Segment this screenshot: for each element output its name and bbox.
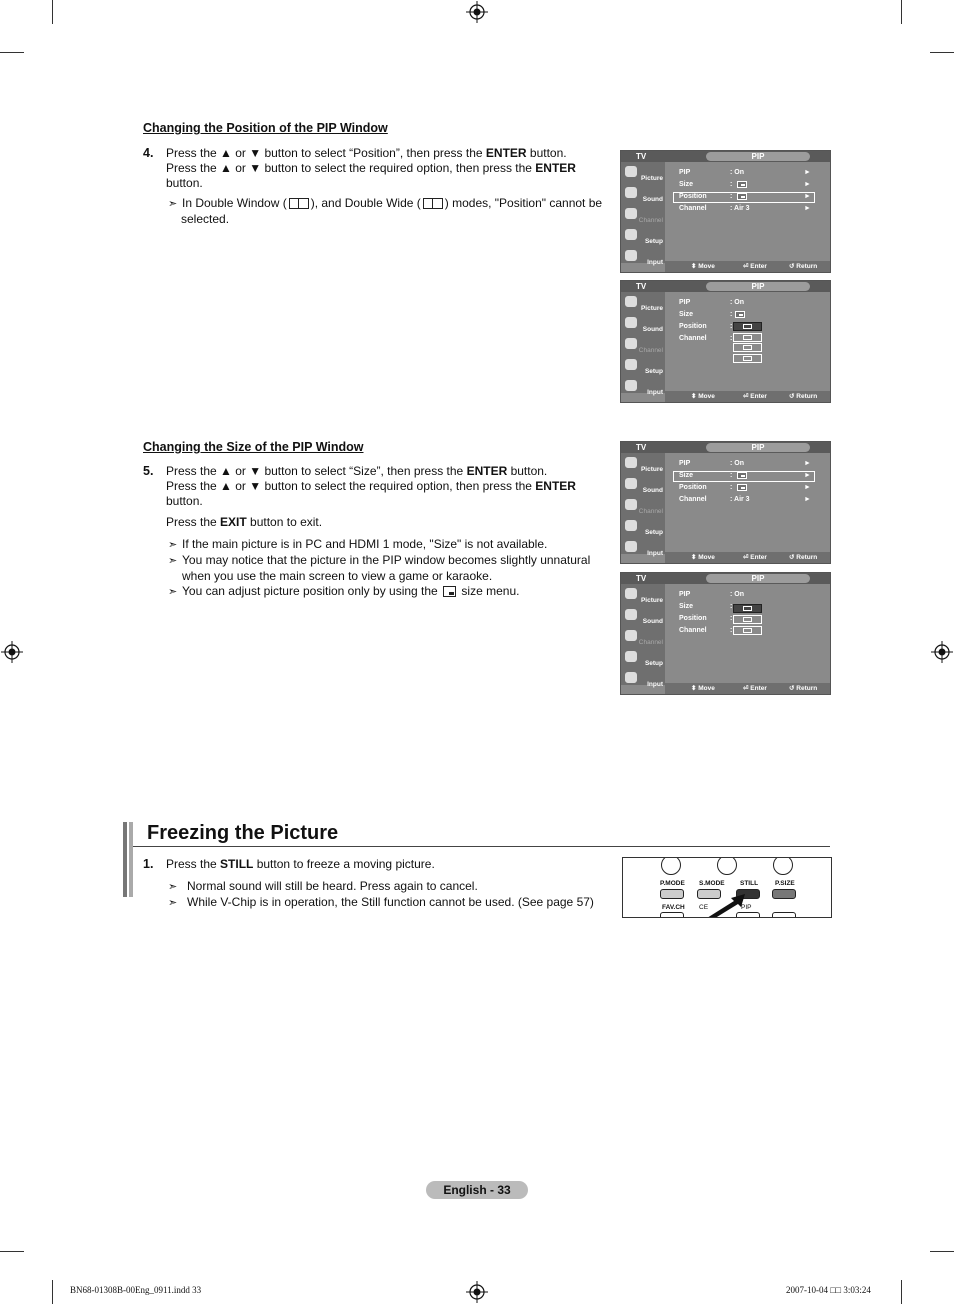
- registration-mark-icon: [466, 1281, 488, 1303]
- registration-mark-icon: [1, 641, 23, 663]
- osd-sidebar-label: Input: [647, 389, 663, 396]
- text: Enter: [750, 393, 767, 400]
- osd-category-icon: [625, 457, 637, 468]
- position-option: [733, 322, 762, 331]
- osd-sidebar-label: Picture: [640, 305, 663, 312]
- note-arrow-icon: ➣: [168, 897, 178, 909]
- osd-sidebar-item: [623, 314, 665, 334]
- osd-pip-menu: [620, 441, 831, 564]
- osd-sidebar-item: [623, 184, 665, 204]
- position-option: [733, 343, 762, 352]
- text: ), and Double Wide (: [310, 196, 421, 210]
- size-option-icon: [743, 628, 752, 633]
- osd-sidebar-label: Channel: [638, 508, 663, 515]
- osd-row-label: Channel: [679, 627, 707, 634]
- crop-mark: [930, 1251, 954, 1252]
- pip-position-icon: [737, 484, 747, 491]
- osd-category-icon: [625, 250, 637, 261]
- osd-sidebar-item: [623, 606, 665, 626]
- osd-pip-menu: [620, 572, 831, 695]
- osd-value: : On: [730, 299, 744, 306]
- registration-mark-icon: [466, 1, 488, 23]
- text: Return: [796, 393, 818, 400]
- osd-move-hint: ⬍ Move: [691, 393, 715, 400]
- text: ENTER: [485, 146, 527, 160]
- crop-mark: [901, 0, 902, 24]
- osd-row-label: Channel: [679, 496, 707, 503]
- osd-arrow-icon: ►: [804, 472, 811, 479]
- pmode-key: [660, 889, 684, 899]
- remote-label: FAV.CH: [662, 904, 685, 911]
- footer-left: BN68-01308B-00Eng_0911.indd 33: [70, 1285, 202, 1295]
- osd-sidebar-label: Sound: [642, 196, 663, 203]
- text: Enter: [750, 685, 767, 692]
- text: ENTER: [535, 161, 576, 175]
- text: size menu.: [461, 584, 520, 598]
- osd-sidebar-item: [623, 356, 665, 376]
- osd-sidebar-label: Setup: [644, 238, 663, 245]
- remote-round-button: [661, 857, 681, 875]
- osd-category-icon: [625, 296, 637, 307]
- osd-row-label: Size: [679, 603, 694, 610]
- osd-tv-label: TV: [636, 282, 647, 291]
- osd-sidebar-label: Input: [647, 259, 663, 266]
- text: when you use the main screen to view a game or karaoke.: [182, 569, 493, 583]
- remote-label: CE: [699, 904, 709, 911]
- text: Press the ▲ or ▼ button to select the required option, then press the: [166, 479, 536, 493]
- page-number-badge: English - 33: [426, 1181, 528, 1199]
- note-arrow-icon: ➣: [168, 539, 178, 551]
- pip-size-icon: [737, 181, 747, 188]
- osd-value: : On: [730, 591, 744, 598]
- text: Move: [698, 554, 715, 561]
- text: Move: [698, 393, 715, 400]
- size-option-icon: [743, 617, 752, 622]
- osd-tv-label: TV: [636, 574, 647, 583]
- text: Return: [796, 685, 818, 692]
- remote-key: [660, 912, 684, 918]
- text: STILL: [220, 857, 254, 871]
- osd-sidebar-label: Channel: [638, 639, 663, 646]
- note-arrow-icon: ➣: [168, 555, 178, 567]
- position-option-icon: [743, 356, 752, 361]
- osd-sidebar-item: [623, 205, 665, 225]
- osd-row-label: PIP: [679, 299, 691, 306]
- text: Move: [698, 263, 715, 270]
- osd-highlight: [673, 192, 815, 203]
- osd-menu-title: PIP: [706, 282, 810, 291]
- text: selected.: [181, 212, 230, 226]
- osd-sidebar-label: Picture: [640, 597, 663, 604]
- note-arrow-icon: ➣: [168, 198, 178, 210]
- section-title: Freezing the Picture: [147, 822, 339, 844]
- osd-category-icon: [625, 541, 637, 552]
- text: Enter: [750, 554, 767, 561]
- remote-round-button: [773, 857, 793, 875]
- section-divider: [133, 846, 830, 847]
- osd-move-hint: ⬍ Move: [691, 554, 715, 561]
- text: Press the: [166, 857, 221, 871]
- osd-arrow-icon: ►: [804, 169, 811, 176]
- osd-row-label: PIP: [679, 460, 691, 467]
- text: EXIT: [220, 515, 247, 529]
- osd-sidebar-label: Input: [647, 550, 663, 557]
- osd-category-icon: [625, 609, 637, 620]
- step-text: [166, 146, 606, 191]
- osd-category-icon: [625, 359, 637, 370]
- osd-sidebar-item: [623, 293, 665, 313]
- osd-sidebar-item: [623, 517, 665, 537]
- osd-sidebar-item: [623, 648, 665, 668]
- osd-highlight: [673, 471, 815, 482]
- text: In Double Window (: [182, 196, 287, 210]
- remote-label: PIP: [741, 904, 752, 911]
- remote-label: P.SIZE: [775, 880, 795, 887]
- osd-value: :: [730, 627, 733, 634]
- osd-category-icon: [625, 588, 637, 599]
- osd-sidebar-label: Channel: [638, 217, 663, 224]
- osd-menu-title: PIP: [706, 443, 810, 452]
- osd-enter-hint: ⏎ Enter: [743, 393, 767, 400]
- osd-sidebar-item: [623, 226, 665, 246]
- osd-value: :: [730, 181, 733, 188]
- position-option: [733, 354, 762, 363]
- osd-sidebar-item: [623, 377, 665, 397]
- text: ENTER: [466, 464, 508, 478]
- osd-category-icon: [625, 380, 637, 391]
- osd-enter-hint: ⏎ Enter: [743, 685, 767, 692]
- text: Enter: [750, 263, 767, 270]
- osd-row-label: Channel: [679, 335, 707, 342]
- osd-value: : Air 3: [730, 496, 750, 503]
- remote-label: STILL: [740, 880, 759, 887]
- osd-sidebar-label: Channel: [638, 347, 663, 354]
- size-option: [733, 626, 762, 635]
- text: Press the ▲ or ▼ button to select the required option, then press the: [166, 161, 536, 175]
- osd-sidebar-label: Setup: [644, 660, 663, 667]
- osd-category-icon: [625, 520, 637, 531]
- position-option-icon: [743, 335, 752, 340]
- osd-arrow-icon: ►: [804, 205, 811, 212]
- osd-arrow-icon: ►: [804, 460, 811, 467]
- crop-mark: [930, 52, 954, 53]
- osd-pip-menu: [620, 280, 831, 403]
- text: If the main picture is in PC and HDMI 1 mode, "Size" is not available.: [182, 537, 548, 551]
- osd-return-hint: ↺ Return: [789, 393, 818, 400]
- size-option: [733, 615, 762, 624]
- step-number: 4.: [143, 146, 154, 160]
- osd-sidebar-item: [623, 454, 665, 474]
- osd-sidebar-item: [623, 475, 665, 495]
- osd-category-icon: [625, 187, 637, 198]
- osd-value: : On: [730, 169, 744, 176]
- registration-mark-icon: [931, 641, 953, 663]
- osd-return-hint: ↺ Return: [789, 554, 818, 561]
- section-bar: [123, 822, 127, 897]
- text: Press the: [166, 515, 221, 529]
- step-text: [166, 464, 606, 509]
- osd-row-label: Size: [679, 311, 694, 318]
- osd-value: : Air 3: [730, 205, 750, 212]
- text: Normal sound will still be heard. Press again to cancel.: [187, 879, 478, 893]
- position-option: [733, 333, 762, 342]
- osd-category-icon: [625, 317, 637, 328]
- text: ENTER: [535, 479, 576, 493]
- osd-tv-label: TV: [636, 443, 647, 452]
- crop-mark: [0, 52, 24, 53]
- text: While V-Chip is in operation, the Still function cannot be used. (See page 57): [187, 895, 594, 909]
- osd-value: :: [730, 323, 733, 330]
- note: [168, 196, 613, 227]
- osd-row-label: Channel: [679, 205, 707, 212]
- osd-category-icon: [625, 651, 637, 662]
- osd-category-icon: [625, 630, 637, 641]
- position-option-icon: [743, 345, 752, 350]
- osd-sidebar-item: [623, 669, 665, 689]
- text: ) modes, "Position" cannot be: [444, 196, 603, 210]
- osd-row-label: Position: [679, 323, 707, 330]
- osd-sidebar-label: Input: [647, 681, 663, 688]
- section-heading-pip-size: Changing the Size of the PIP Window: [143, 440, 364, 454]
- osd-sidebar-item: [623, 538, 665, 558]
- osd-row-label: Position: [679, 193, 707, 200]
- pip-size-icon: [735, 311, 745, 318]
- osd-value: :: [730, 472, 733, 479]
- osd-category-icon: [625, 229, 637, 240]
- text: Press the ▲ or ▼ button to select “Size”, then press the: [166, 464, 467, 478]
- psize-key: [772, 889, 796, 899]
- osd-value: :: [730, 193, 733, 200]
- osd-row-label: Position: [679, 484, 707, 491]
- text: Return: [796, 554, 818, 561]
- osd-value: :: [730, 484, 733, 491]
- osd-sidebar-item: [623, 163, 665, 183]
- text: You can adjust picture position only by using the: [182, 584, 438, 598]
- osd-category-icon: [625, 478, 637, 489]
- footer-right: 2007-10-04 □□ 3:03:24: [786, 1285, 871, 1295]
- text: button.: [507, 464, 548, 478]
- osd-arrow-icon: ►: [804, 496, 811, 503]
- step-number: 5.: [143, 464, 154, 478]
- text: Return: [796, 263, 818, 270]
- remote-key: [772, 912, 796, 918]
- osd-move-hint: ⬍ Move: [691, 685, 715, 692]
- osd-sidebar-label: Setup: [644, 368, 663, 375]
- osd-sidebar-label: Sound: [642, 618, 663, 625]
- step-text: [166, 857, 435, 872]
- remote-control-image: [622, 857, 832, 918]
- osd-sidebar-item: [623, 247, 665, 267]
- osd-value: : On: [730, 460, 744, 467]
- osd-move-hint: ⬍ Move: [691, 263, 715, 270]
- osd-sidebar-label: Picture: [640, 175, 663, 182]
- remote-label: P.MODE: [660, 880, 685, 887]
- osd-return-hint: ↺ Return: [789, 263, 818, 270]
- osd-row-label: Size: [679, 181, 694, 188]
- pointer-arrow-icon: [701, 892, 747, 918]
- section-bar: [129, 822, 133, 897]
- osd-row-label: Size: [679, 472, 694, 479]
- osd-row-label: PIP: [679, 169, 691, 176]
- text: button.: [526, 146, 567, 160]
- text: Move: [698, 685, 715, 692]
- osd-category-icon: [625, 338, 637, 349]
- osd-row-label: Position: [679, 615, 707, 622]
- osd-arrow-icon: ►: [804, 193, 811, 200]
- remote-label: S.MODE: [699, 880, 725, 887]
- crop-mark: [52, 0, 53, 24]
- osd-enter-hint: ⏎ Enter: [743, 263, 767, 270]
- position-option-icon: [743, 324, 752, 329]
- crop-mark: [0, 1251, 24, 1252]
- text: button.: [166, 176, 203, 190]
- osd-category-icon: [625, 499, 637, 510]
- osd-value: :: [730, 311, 733, 318]
- osd-menu-title: PIP: [706, 574, 810, 583]
- text: button.: [166, 494, 203, 508]
- small-pip-icon: [443, 586, 456, 597]
- osd-sidebar-item: [623, 585, 665, 605]
- osd-enter-hint: ⏎ Enter: [743, 554, 767, 561]
- text: You may notice that the picture in the PIP window becomes slightly unnatural: [182, 553, 591, 567]
- osd-value: :: [730, 603, 733, 610]
- osd-sidebar-label: Sound: [642, 487, 663, 494]
- osd-category-icon: [625, 208, 637, 219]
- note-arrow-icon: ➣: [168, 881, 178, 893]
- text: button to exit.: [246, 515, 323, 529]
- osd-sidebar-label: Sound: [642, 326, 663, 333]
- crop-mark: [52, 1280, 53, 1304]
- size-option: [733, 604, 762, 613]
- size-option-icon: [743, 606, 752, 611]
- osd-value: :: [730, 615, 733, 622]
- osd-row-label: PIP: [679, 591, 691, 598]
- note-arrow-icon: ➣: [168, 586, 178, 598]
- osd-arrow-icon: ►: [804, 484, 811, 491]
- remote-round-button: [717, 857, 737, 875]
- osd-arrow-icon: ►: [804, 181, 811, 188]
- step-number: 1.: [143, 857, 154, 871]
- osd-sidebar-item: [623, 335, 665, 355]
- osd-menu-title: PIP: [706, 152, 810, 161]
- crop-mark: [901, 1280, 902, 1304]
- osd-tv-label: TV: [636, 152, 647, 161]
- exit-text: [166, 515, 322, 530]
- osd-category-icon: [625, 672, 637, 683]
- section-heading-pip-position: Changing the Position of the PIP Window: [143, 121, 388, 135]
- osd-category-icon: [625, 166, 637, 177]
- osd-sidebar-item: [623, 496, 665, 516]
- text: button to freeze a moving picture.: [253, 857, 435, 871]
- osd-return-hint: ↺ Return: [789, 685, 818, 692]
- double-window-icon: [289, 198, 309, 209]
- osd-pip-menu: [620, 150, 831, 273]
- note: [168, 537, 613, 600]
- osd-sidebar-label: Picture: [640, 466, 663, 473]
- osd-sidebar-item: [623, 627, 665, 647]
- osd-value: :: [730, 335, 733, 342]
- text: Press the ▲ or ▼ button to select “Position”, then press the: [166, 146, 486, 160]
- double-wide-icon: [423, 198, 443, 209]
- osd-sidebar-label: Setup: [644, 529, 663, 536]
- note: [168, 879, 613, 911]
